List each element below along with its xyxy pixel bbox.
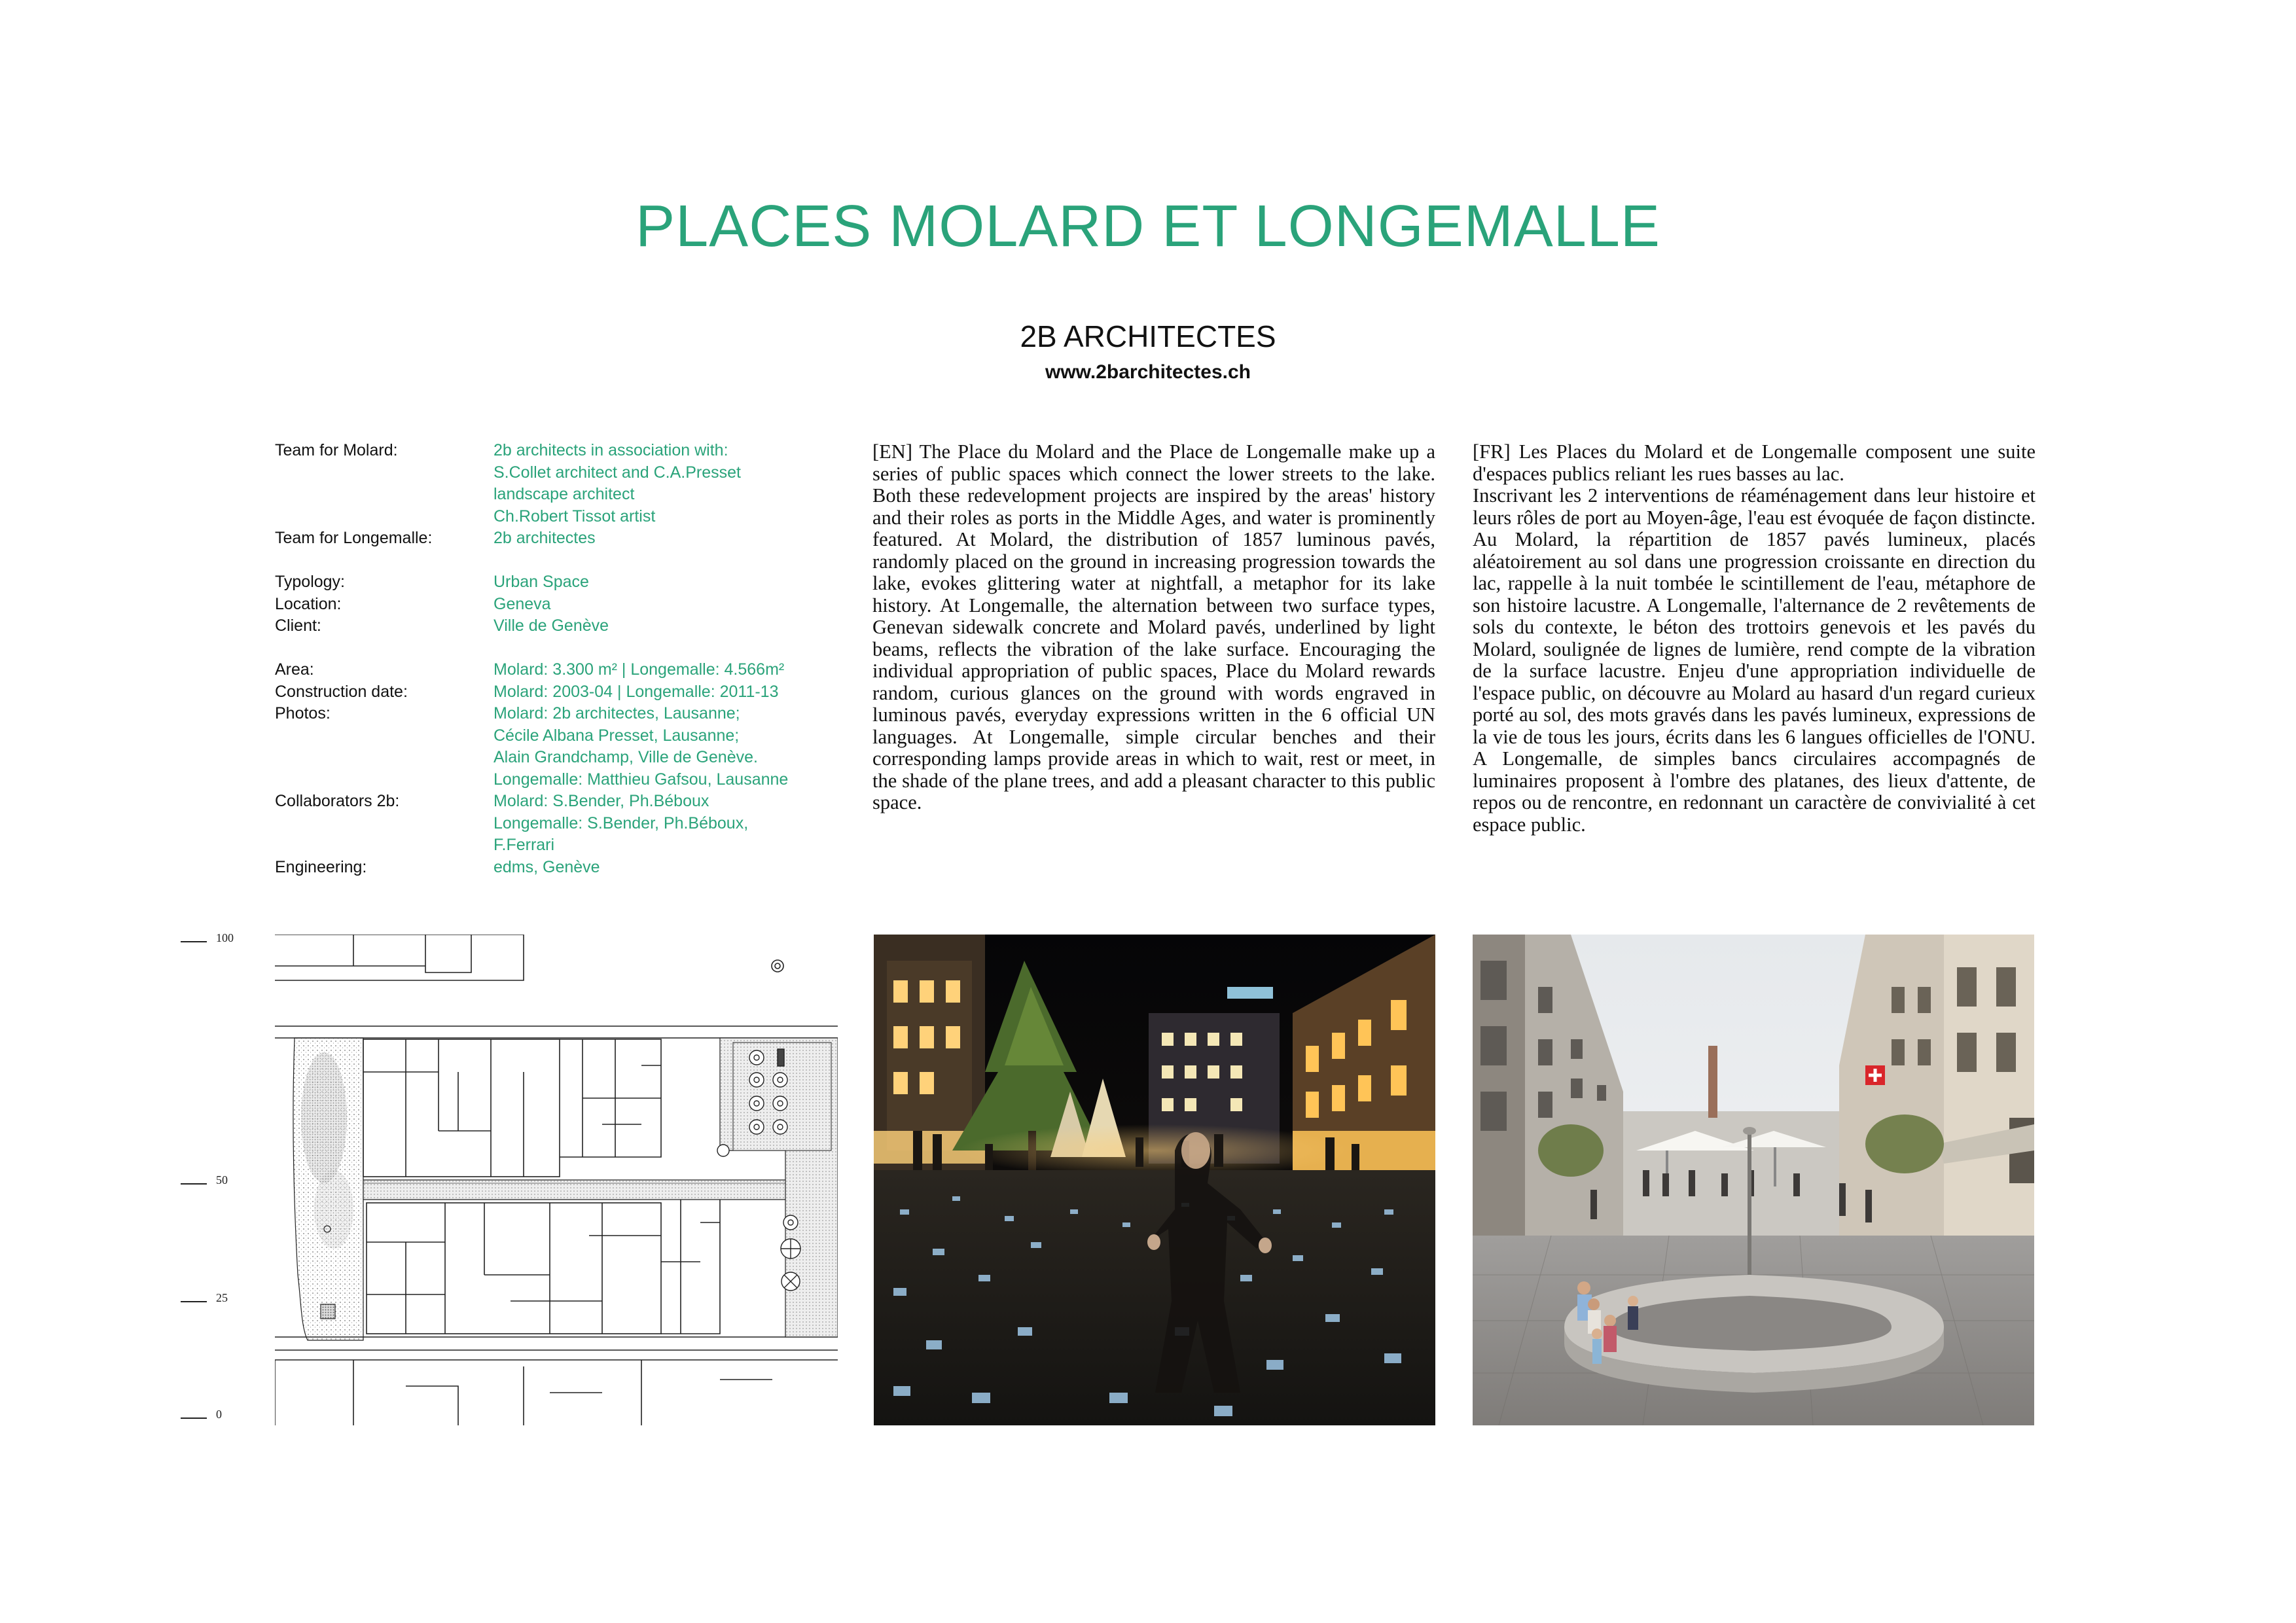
info-value: Geneva	[493, 594, 551, 613]
info-value: Molard: 2b architectes, Lausanne;	[493, 704, 740, 722]
info-label: Area:	[275, 660, 314, 679]
scale-mark-0: 0	[181, 1406, 246, 1421]
info-row-continued	[275, 484, 851, 506]
info-row-continued	[275, 834, 851, 857]
info-row-photos	[275, 703, 851, 725]
info-row-continued	[275, 725, 851, 747]
info-row-continued	[275, 506, 851, 528]
french-paragraph: Inscrivant les 2 interventions de réaménagement dans leur histoire et leurs rôles de port au Moyen-âge, l'eau est évoquée de façon distincte. Au Molard, la répartition de 1857 pavés lumineux, placés aléatoirement au sol dans une progression croissante en direction du lac, rappelle à la nuit tombée le scintillement de l'eau, métaphore de son histoire lacustre. A Longemalle, l'alternance de 2 revêtements de sols du contexte, le béton des trottoirs genevois et les pavés du Molard, soulignée de lignes de lumière, rend compte de la vibration de la surface lacustre. Enjeu d'une appropriation individuelle de l'espace public, on découvre au Molard au hasard d'un regard curieux porté au sol, des mots gravés dans les pavés lumineux, expressions de la vie de tous les jours, écrits dans les 6 langues officielles de l'ONU. A Longemalle, de simples bancs circulaires accompagnés de luminaires proposent à l'ombre des platanes, des lieux d'attente, de repos ou de rencontre, en redonnant un caractère de convivialité à cet espace public.	[1473, 484, 2036, 836]
scale-bar	[181, 929, 253, 1427]
info-row-client	[275, 615, 851, 637]
info-label: Photos:	[275, 704, 331, 722]
site-plan	[275, 935, 838, 1425]
info-value: Urban Space	[493, 573, 589, 591]
scale-mark-50: 50	[181, 1171, 246, 1187]
info-value: Alain Grandchamp, Ville de Genève.	[493, 748, 758, 766]
project-info	[275, 440, 851, 878]
info-label: Team for Longemalle:	[275, 529, 433, 547]
info-label: Typology:	[275, 573, 346, 591]
info-value: edms, Genève	[493, 857, 600, 876]
info-label: Team for Molard:	[275, 441, 398, 459]
info-row-engineering	[275, 857, 851, 879]
description-english: [EN] The Place du Molard and the Place de Longemalle make up a series of public spaces which connect the lower streets to the lake. Both these redevelopment projects are inspired by the areas' history and their roles as ports in the Middle Ages, and water is prominently featured. At Molard, the distribution of 1857 luminous pavés, randomly placed on the ground in increasing progression towards the lake, evokes glittering water at nightfall, a metaphor for its lake history. At Longemalle, the alternation between two surface types, Genevan sidewalk concrete and Molard pavés, underlined by light beams, reflects the vibration of the lake surface. Encouraging the individual appropriation of public spaces, Place du Molard rewards random, curious glances on the ground with words engraved in luminous pavés, everyday expressions written in the 6 official UN languages. At Longemalle, simple circular benches and their corresponding lamps provide areas in which to wait, rest or meet, in the shade of the plane trees, and add a pleasant character to this public space.	[872, 440, 1435, 813]
info-value: S.Collet architect and C.A.Presset	[493, 463, 741, 482]
architect-name: 2B ARCHITECTES	[1020, 319, 1276, 353]
info-value: F.Ferrari	[493, 836, 555, 854]
info-row-team-longemalle	[275, 527, 851, 550]
info-label: Engineering:	[275, 857, 367, 876]
french-paragraph: [FR] Les Places du Molard et de Longemalle composent une suite d'espaces publics reliant les rues basses au lac.	[1473, 440, 2036, 485]
info-row-continued	[275, 462, 851, 484]
info-label: Collaborators 2b:	[275, 792, 400, 810]
photo-molard-night	[874, 935, 1435, 1425]
info-row-construction	[275, 681, 851, 704]
page-title: PLACES MOLARD ET LONGEMALLE	[636, 194, 1660, 259]
info-value: Molard: 3.300 m² | Longemalle: 4.566m²	[493, 660, 785, 679]
website-link[interactable]: www.2barchitectes.ch	[1045, 361, 1251, 383]
info-row-continued	[275, 747, 851, 769]
info-value: Molard: 2003-04 | Longemalle: 2011-13	[493, 682, 779, 701]
info-value: Molard: S.Bender, Ph.Béboux	[493, 792, 709, 810]
info-label: Location:	[275, 594, 342, 613]
photo-longemalle-day	[1473, 935, 2034, 1425]
info-value: Ville de Genève	[493, 616, 609, 635]
info-row-team-molard	[275, 440, 851, 462]
info-row-typology	[275, 571, 851, 594]
info-value: 2b architects in association with:	[493, 441, 728, 459]
info-row-location	[275, 594, 851, 616]
info-row-continued	[275, 769, 851, 791]
info-value: Longemalle: Matthieu Gafsou, Lausanne	[493, 770, 789, 789]
info-row-area	[275, 659, 851, 681]
info-label: Construction date:	[275, 682, 408, 701]
scale-mark-25: 25	[181, 1289, 246, 1305]
info-label: Client:	[275, 616, 321, 635]
description-french	[1473, 441, 2036, 836]
scale-mark-100: 100	[181, 929, 246, 945]
info-row-continued	[275, 813, 851, 835]
info-value: landscape architect	[493, 485, 635, 503]
info-row-collaborators	[275, 791, 851, 813]
info-value: 2b architectes	[493, 529, 596, 547]
info-value: Longemalle: S.Bender, Ph.Béboux,	[493, 813, 749, 832]
info-value: Cécile Albana Presset, Lausanne;	[493, 726, 740, 745]
info-value: Ch.Robert Tissot artist	[493, 507, 656, 526]
